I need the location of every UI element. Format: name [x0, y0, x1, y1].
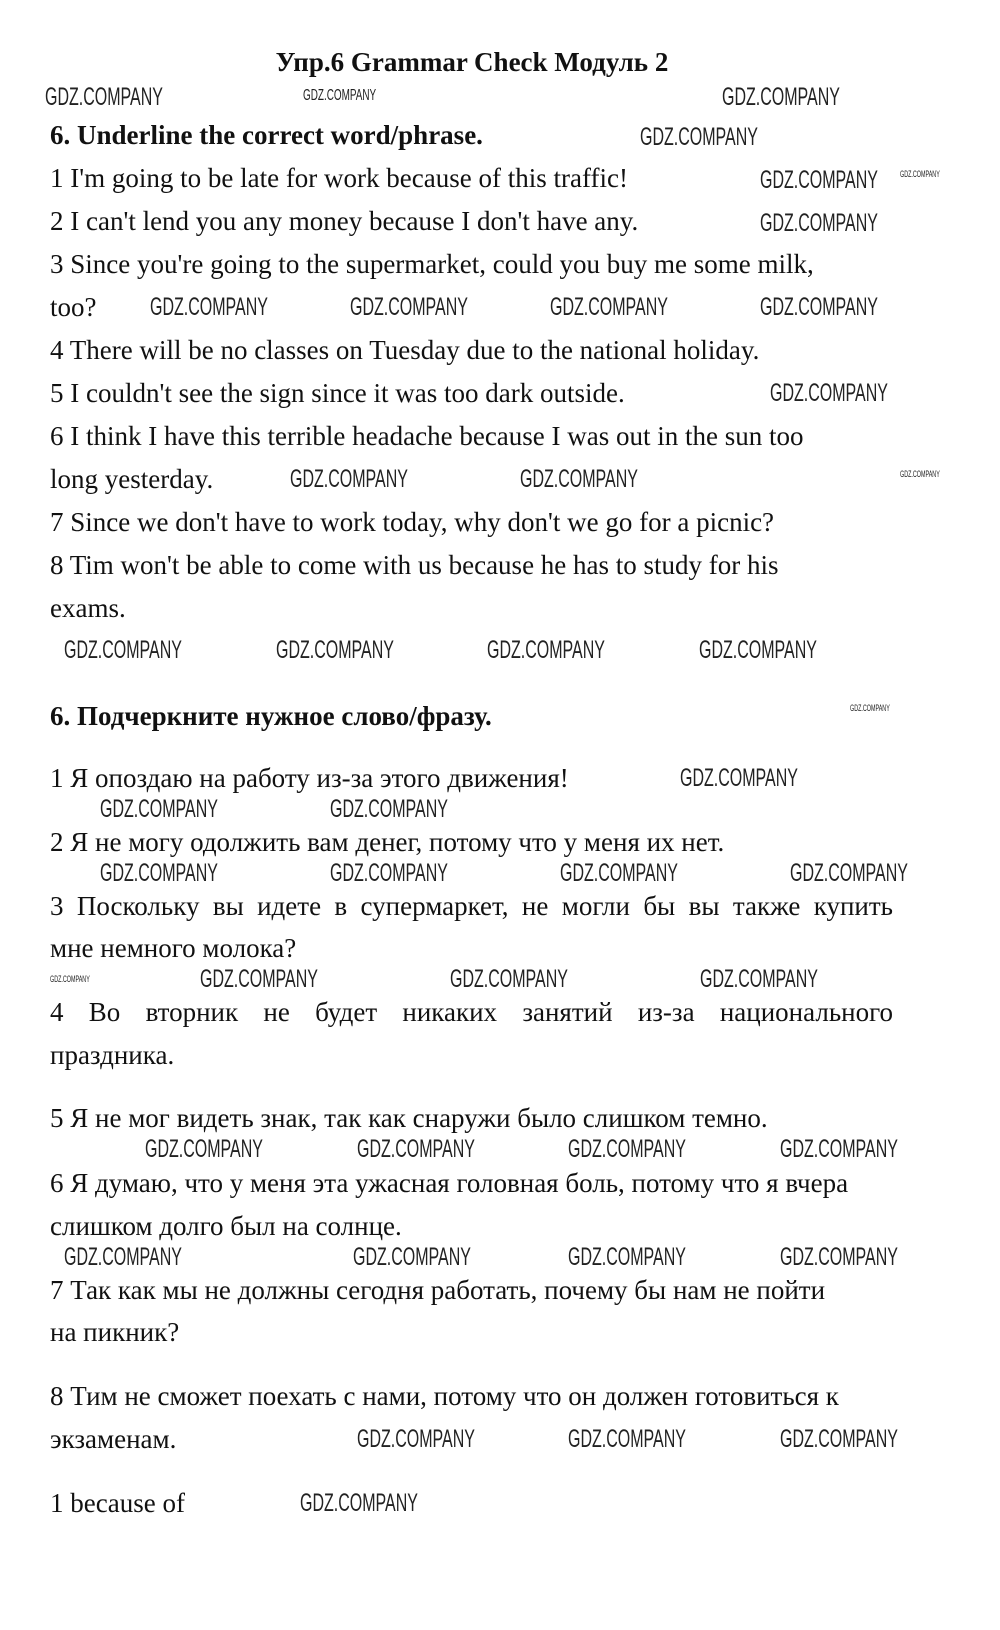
- russian-line: на пикник?: [50, 1317, 180, 1347]
- watermark: GDZ.COMPANY: [790, 859, 908, 887]
- russian-line: мне немного молока?: [50, 933, 297, 963]
- english-line: exams.: [50, 593, 126, 623]
- watermark: GDZ.COMPANY: [520, 465, 638, 493]
- watermark: GDZ.COMPANY: [900, 469, 940, 479]
- watermark: GDZ.COMPANY: [64, 636, 182, 664]
- russian-line: экзаменам.: [50, 1424, 177, 1454]
- russian-line: 1 Я опоздаю на работу из-за этого движения!: [50, 763, 569, 793]
- watermark: GDZ.COMPANY: [300, 1489, 418, 1517]
- watermark: GDZ.COMPANY: [780, 1243, 898, 1271]
- watermark: GDZ.COMPANY: [560, 859, 678, 887]
- russian-line: 8 Тим не сможет поехать с нами, потому что он должен готовиться к: [50, 1381, 839, 1411]
- russian-line: праздника.: [50, 1040, 175, 1070]
- watermark: GDZ.COMPANY: [330, 859, 448, 887]
- russian-line: 4 Во вторник не будет никаких занятий из-за национального: [50, 997, 893, 1027]
- watermark: GDZ.COMPANY: [145, 1135, 263, 1163]
- english-line: 7 Since we don't have to work today, why don't we go for a picnic?: [50, 507, 775, 537]
- watermark: GDZ.COMPANY: [568, 1135, 686, 1163]
- watermark: GDZ.COMPANY: [330, 795, 448, 823]
- watermark: GDZ.COMPANY: [760, 166, 878, 194]
- watermark: GDZ.COMPANY: [900, 169, 940, 179]
- english-line: 2 I can't lend you any money because I don't have any.: [50, 206, 639, 236]
- watermark: GDZ.COMPANY: [700, 965, 818, 993]
- english-line: long yesterday.: [50, 464, 214, 494]
- watermark: GDZ.COMPANY: [357, 1425, 475, 1453]
- russian-heading: 6. Подчеркните нужное слово/фразу.: [50, 701, 492, 731]
- watermark: GDZ.COMPANY: [64, 1243, 182, 1271]
- russian-line: слишком долго был на солнце.: [50, 1211, 402, 1241]
- watermark: GDZ.COMPANY: [680, 764, 798, 792]
- english-line: 1 I'm going to be late for work because of this traffic!: [50, 163, 628, 193]
- russian-line: 7 Так как мы не должны сегодня работать, почему бы нам не пойти: [50, 1275, 826, 1305]
- watermark: GDZ.COMPANY: [850, 703, 890, 713]
- watermark: GDZ.COMPANY: [200, 965, 318, 993]
- watermark: GDZ.COMPANY: [100, 795, 218, 823]
- watermark: GDZ.COMPANY: [487, 636, 605, 664]
- watermark: GDZ.COMPANY: [290, 465, 408, 493]
- russian-line: 2 Я не могу одолжить вам денег, потому что у меня их нет.: [50, 827, 725, 857]
- watermark: GDZ.COMPANY: [276, 636, 394, 664]
- watermark: GDZ.COMPANY: [450, 965, 568, 993]
- english-line: 4 There will be no classes on Tuesday due to the national holiday.: [50, 335, 760, 365]
- watermark: GDZ.COMPANY: [303, 87, 377, 104]
- watermark: GDZ.COMPANY: [699, 636, 817, 664]
- watermark: GDZ.COMPANY: [770, 379, 888, 407]
- english-line: 3 Since you're going to the supermarket, could you buy me some milk,: [50, 249, 814, 279]
- watermark: GDZ.COMPANY: [568, 1243, 686, 1271]
- answer-line: 1 because of: [50, 1488, 185, 1518]
- watermark: GDZ.COMPANY: [50, 974, 90, 984]
- watermark: GDZ.COMPANY: [357, 1135, 475, 1163]
- russian-line: 3 Поскольку вы идете в супермаркет, не могли бы вы также купить: [50, 891, 893, 921]
- watermark: GDZ.COMPANY: [100, 859, 218, 887]
- watermark: GDZ.COMPANY: [568, 1425, 686, 1453]
- watermark: GDZ.COMPANY: [350, 293, 468, 321]
- watermark: GDZ.COMPANY: [640, 123, 758, 151]
- watermark: GDZ.COMPANY: [150, 293, 268, 321]
- english-line: 5 I couldn't see the sign since it was too dark outside.: [50, 378, 625, 408]
- english-heading: 6. Underline the correct word/phrase.: [50, 120, 483, 150]
- watermark: GDZ.COMPANY: [722, 83, 840, 111]
- english-line: too?: [50, 292, 97, 322]
- watermark: GDZ.COMPANY: [780, 1135, 898, 1163]
- russian-line: 5 Я не мог видеть знак, так как снаружи было слишком темно.: [50, 1103, 768, 1133]
- english-line: 8 Tim won't be able to come with us because he has to study for his: [50, 550, 779, 580]
- watermark: GDZ.COMPANY: [550, 293, 668, 321]
- russian-line: 6 Я думаю, что у меня эта ужасная головная боль, потому что я вчера: [50, 1168, 849, 1198]
- watermark: GDZ.COMPANY: [760, 293, 878, 321]
- watermark: GDZ.COMPANY: [353, 1243, 471, 1271]
- page-title: Упр.6 Grammar Check Модуль 2: [275, 47, 669, 77]
- watermark: GDZ.COMPANY: [45, 83, 163, 111]
- watermark: GDZ.COMPANY: [760, 209, 878, 237]
- watermark: GDZ.COMPANY: [780, 1425, 898, 1453]
- english-line: 6 I think I have this terrible headache because I was out in the sun too: [50, 421, 804, 451]
